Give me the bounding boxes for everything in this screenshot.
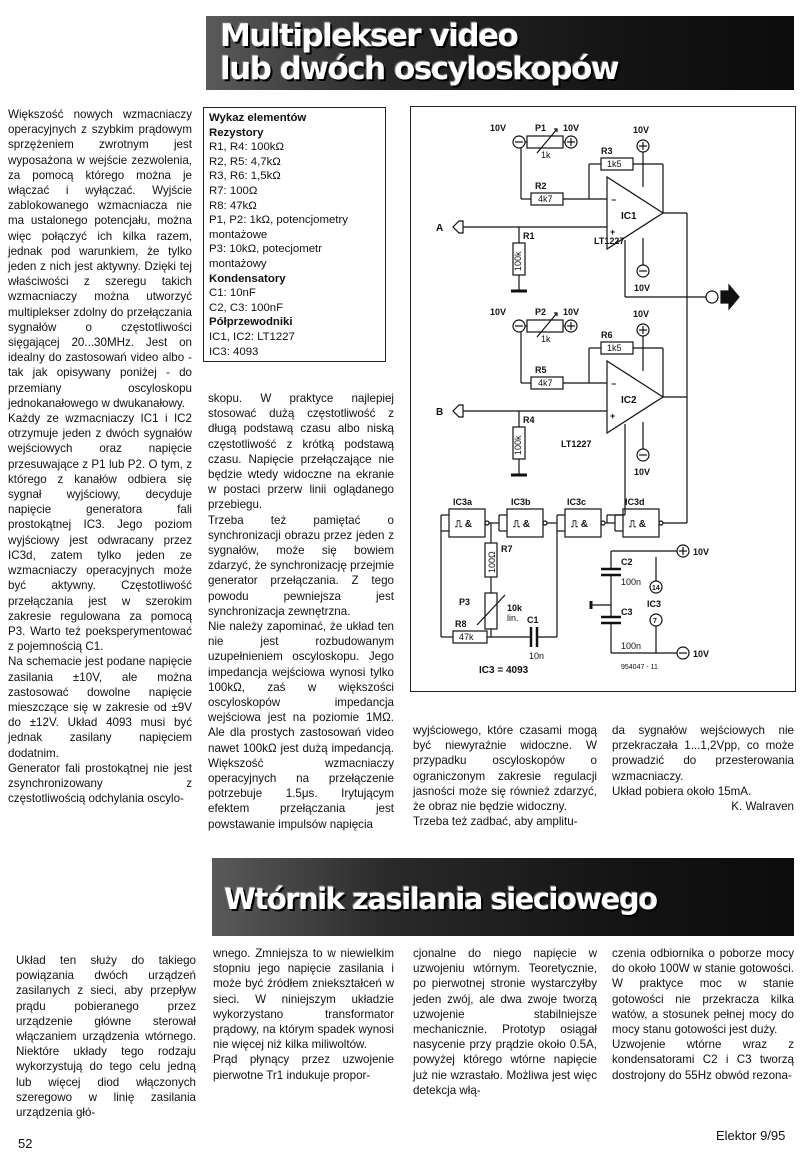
label-r4: R4 <box>523 415 535 425</box>
label-r5: R5 <box>535 365 547 375</box>
article2-title: Wtórnik zasilania sieciowego <box>224 882 657 916</box>
label-p3-value2: lin. <box>507 613 519 623</box>
schmitt-trigger-symbols <box>454 519 646 530</box>
label-r2-value: 4k7 <box>538 194 553 204</box>
parts-item: R3, R6: 1,5kΩ <box>209 170 281 183</box>
label-r7-value: 100Ω <box>487 551 497 573</box>
paragraph: wnego. Zmniejsza to w niewielkim stopniu jego napięcie zasilania i może być źródłem zniekształceń w sieci. W niniejszym układzie wykorzystano transformator prądowy, na którym spadek wynosi nie więcej niż kilka miliwoltów. <box>213 947 394 1052</box>
label-r1: R1 <box>523 231 535 241</box>
article1-column1 <box>8 107 192 806</box>
output-arrow-icon <box>721 285 739 309</box>
label-ic2-part: LT1227 <box>561 439 592 449</box>
input-a-terminal <box>453 221 463 233</box>
paragraph: Generator fali prostokątnej nie jest zsynchronizowany z częstotliwością odchylania oscylo- <box>8 761 192 806</box>
paragraph: Większość nowych wzmacniaczy operacyjnych z szybkim prądowym sprzężeniem zwrotnym jest wyposażona w wejście zezwolenia, za pomocą którego można je włączać i wyłączać. Wyjście zablokowanego wzmacniacza nie ma ustalonego potencjału, można więc połączyć ich kilka razem, jednak pod warunkiem, że tylko jeden z nich jest aktywny. Dzięki tej właściwości z szeregu takich wzmacniaczy można utworzyć multiplekser zdolny do przełączania sygnałów o częstotliwości sięgającej 20...30MHz. Jest on idealny do zastosowań video albo - tak jak opisywany poniżej - do przemiany oscyloskopu jednokanałowego w dwukanałowy. <box>8 108 192 410</box>
paragraph: Trzeba też zadbać, aby amplitu- <box>413 815 578 829</box>
article2-title-banner <box>212 858 794 936</box>
label-p2: P2 <box>535 307 547 317</box>
label-r2: R2 <box>535 181 547 191</box>
label-10v: 10V <box>563 123 580 133</box>
svg-text:⎍ &: ⎍ & <box>455 519 472 530</box>
paragraph: Prąd płynący przez uzwojenie pierwotne Tr1 indukuje propor- <box>213 1053 394 1082</box>
label-r4-value: 100k <box>513 435 523 455</box>
label-r8: R8 <box>455 619 467 629</box>
article2-column2 <box>213 946 394 1083</box>
article2-column4 <box>612 946 794 1083</box>
label-10v: 10V <box>490 123 507 133</box>
label-r3-value: 1k5 <box>607 159 622 169</box>
potentiometer-p1 <box>527 136 563 148</box>
label-10v: 10V <box>633 125 650 135</box>
label-c3: C3 <box>621 607 633 617</box>
potentiometer-p2 <box>527 320 563 332</box>
paragraph: Trzeba też pamiętać o synchronizacji obrazu przez jeden z sygnałów, może się bowiem zdarzyć, że synchronizację przejmie generator przełączania. Z tego powodu pewniejsza jest synchronizacja zewnętrzna. <box>208 513 394 618</box>
label-pin7: 7 <box>653 618 657 625</box>
label-10v: 10V <box>490 307 507 317</box>
label-ic3b: IC3b <box>511 497 531 507</box>
pin-plus: + <box>610 227 616 237</box>
parts-item: R1, R4: 100kΩ <box>209 141 284 154</box>
label-ic3: IC3 <box>647 599 662 609</box>
svg-text:⎍ &: ⎍ & <box>513 519 530 530</box>
label-r8-value: 47k <box>459 632 474 642</box>
article1-column4 <box>612 723 794 814</box>
label-input-a: A <box>436 223 444 234</box>
label-input-b: B <box>436 407 444 418</box>
article1-column3 <box>413 723 597 829</box>
magazine-issue: Elektor 9/95 <box>716 1128 786 1143</box>
label-r6: R6 <box>601 330 613 340</box>
label-10v: 10V <box>634 283 651 293</box>
parts-group-heading: Kondensatory <box>209 272 286 285</box>
article-title-banner <box>206 16 794 90</box>
label-r7: R7 <box>501 544 513 554</box>
label-ic2: IC2 <box>621 395 637 406</box>
label-c2-value: 100n <box>621 577 642 587</box>
parts-item: R2, R5: 4,7kΩ <box>209 155 281 168</box>
potentiometer-p3 <box>485 593 497 629</box>
article-title-line1: Multiplekser video <box>220 18 518 54</box>
label-ic1-part: LT1227 <box>594 236 625 246</box>
label-ic3d: IC3d <box>625 497 645 507</box>
label-ic1: IC1 <box>621 211 637 222</box>
article2-column1 <box>16 953 196 1120</box>
label-p1: P1 <box>535 123 547 133</box>
label-r6-value: 1k5 <box>607 343 622 353</box>
paragraph: Uzwojenie wtórne wraz z kondensatorami C2 i C3 tworzą dostrojony do 55Hz obwód rezona- <box>612 1038 794 1082</box>
figure-code: 954047 - 11 <box>621 664 658 671</box>
label-r5-value: 4k7 <box>538 378 553 388</box>
label-p3: P3 <box>459 597 471 607</box>
parts-group-heading: Półprzewodniki <box>209 316 293 329</box>
label-10v: 10V <box>563 307 580 317</box>
parts-list <box>203 107 386 362</box>
label-ic3-type: IC3 = 4093 <box>479 665 529 676</box>
parts-list-heading: Wykaz elementów <box>209 112 307 124</box>
article-title-line2: lub dwóch oscyloskopów <box>220 51 618 87</box>
paragraph: skopu. W praktyce najlepiej stosować dużą częstotliwość z długą podstawą czasu albo niską częstotliwość z krótką podstawą czasu. Napięcie przełączające nie będzie wtedy widoczne na ekranie w postaci przerw linii oglądanego przebiegu. <box>208 392 394 512</box>
parts-item: IC1, IC2: LT1227 <box>209 330 295 343</box>
paragraph: Na schemacie jest podane napięcie zasilania ±10V, ale można zastosować dowolne napięcie mieszczące się w zakresie od ±9V do ±12V. Układ 4093 musi być jednak zasilany napięciem dodatnim. <box>8 655 192 760</box>
label-c1: C1 <box>527 615 539 625</box>
label-10v-negative: 10V <box>693 649 710 659</box>
parts-item: C1: 10nF <box>209 287 256 300</box>
parts-item: P1, P2: 1kΩ, potencjometry montażowe <box>209 214 348 241</box>
author: K. Walraven <box>731 800 794 814</box>
circuit-schematic <box>410 106 796 692</box>
pin-minus: − <box>611 195 617 205</box>
label-10v: 10V <box>633 309 650 319</box>
pin-plus: + <box>610 411 616 421</box>
parts-item: P3: 10kΩ, potecjometr montażowy <box>209 243 322 270</box>
parts-item: R8: 47kΩ <box>209 199 257 212</box>
label-c3-value: 100n <box>621 641 642 651</box>
parts-item: IC3: 4093 <box>209 345 259 358</box>
paragraph: Nie należy zapominać, że układ ten nie jest rozbudowanym uzupełnieniem oscyloskopu. Jego impedancja wejściowa wynosi tylko 100kΩ, zaś w większości oscyloskopów impedancja wejściowa jest na poziomie 1MΩ. Ale dla prostych zastosowań video nawet 100kΩ jest dużą impedancją. Większość wzmacniaczy operacyjnych na przełączenie potrzebuje 1.5μs. Irytującym efektem przełączania jest powstawanie impulsów napięcia <box>208 620 394 831</box>
input-b-terminal <box>453 405 463 417</box>
paragraph: czenia odbiornika o poborze mocy do około 100W w stanie gotowości. W praktyce moc w stanie gotowości nie przekracza kilka watów, a stosunek pełnej mocy do mocy stanu gotowości jest duży. <box>612 947 794 1037</box>
label-r1-value: 100k <box>513 251 523 271</box>
label-p3-value: 10k <box>507 603 523 613</box>
svg-text:⎍ &: ⎍ & <box>629 519 646 530</box>
label-p1-value: 1k <box>541 150 551 160</box>
label-r3: R3 <box>601 146 613 156</box>
pin-minus: − <box>611 379 617 389</box>
label-c1-value: 10n <box>529 651 545 661</box>
paragraph: wyjściowego, które czasami mogą być niewyraźnie widoczne. W przypadku oscyloskopów o ograniczonym zakresie regulacji jasności może się również zdarzyć, że obraz nie będzie widoczny. <box>413 724 597 814</box>
paragraph: cjonalne do niego napięcie w uzwojeniu wtórnym. Teoretycznie, po pierwotnej stronie wystarczyłby jeden zwój, ale dwa zwoje tworzą uzwojenie stabilniejsze mechanicznie. Prototyp osiągał nasycenie przy prądzie około 0.5A, powyżej którego wtórne napięcie już nie wzrastało. Możliwa jest więc detekcja włą- <box>413 947 597 1097</box>
paragraph: Każdy ze wzmacniaczy IC1 i IC2 otrzymuje jeden z dwóch sygnałów wejściowych oraz napięcie przesuwające z P1 lub P2. O tym, z którego z kanałów odbiera się sygnał wyjściowy, decyduje napięcie generatora fali prostokątnej IC3. Jego poziom wyjściowy jest odwracany przez IC3d, zatem tylko jeden ze wzmacniaczy operacyjnych może być aktywny. Częstotliwość przełączania jest w szerokim zakresie regulowana za pomocą P3. Warto też poeksperymentować z pojemnością C1. <box>8 412 192 654</box>
label-c2: C2 <box>621 557 633 567</box>
article2-column3 <box>413 946 597 1098</box>
paragraph: Układ pobiera około 15mA. <box>612 784 752 798</box>
output-terminal <box>706 291 718 303</box>
label-ic3a: IC3a <box>453 497 473 507</box>
label-10v: 10V <box>634 467 651 477</box>
parts-group-heading: Rezystory <box>209 126 264 139</box>
label-p2-value: 1k <box>541 334 551 344</box>
label-10v-positive: 10V <box>693 547 710 557</box>
svg-text:⎍ &: ⎍ & <box>571 519 588 530</box>
paragraph: da sygnałów wejściowych nie przekraczała 1...1,2Vpp, co może prowadzić do przesterowania wzmacniaczy. <box>612 724 794 783</box>
page-number: 52 <box>18 1136 33 1151</box>
paragraph: Układ ten służy do takiego powiązania dwóch urządzeń zasilanych z sieci, aby przepływ prądu pobieranego przez urządzenie główne sterował włączaniem urządzenia wtórnego. Niektóre układy tego rodzaju wykorzystują do tego celu jedną lub więcej diod włączonych szeregowo w linię zasilania urządzenia głó- <box>16 954 196 1120</box>
article1-column2 <box>208 391 394 832</box>
label-ic3c: IC3c <box>567 497 587 507</box>
label-pin14: 14 <box>652 585 660 592</box>
parts-item: C2, C3: 100nF <box>209 301 284 314</box>
parts-item: R7: 100Ω <box>209 184 258 197</box>
